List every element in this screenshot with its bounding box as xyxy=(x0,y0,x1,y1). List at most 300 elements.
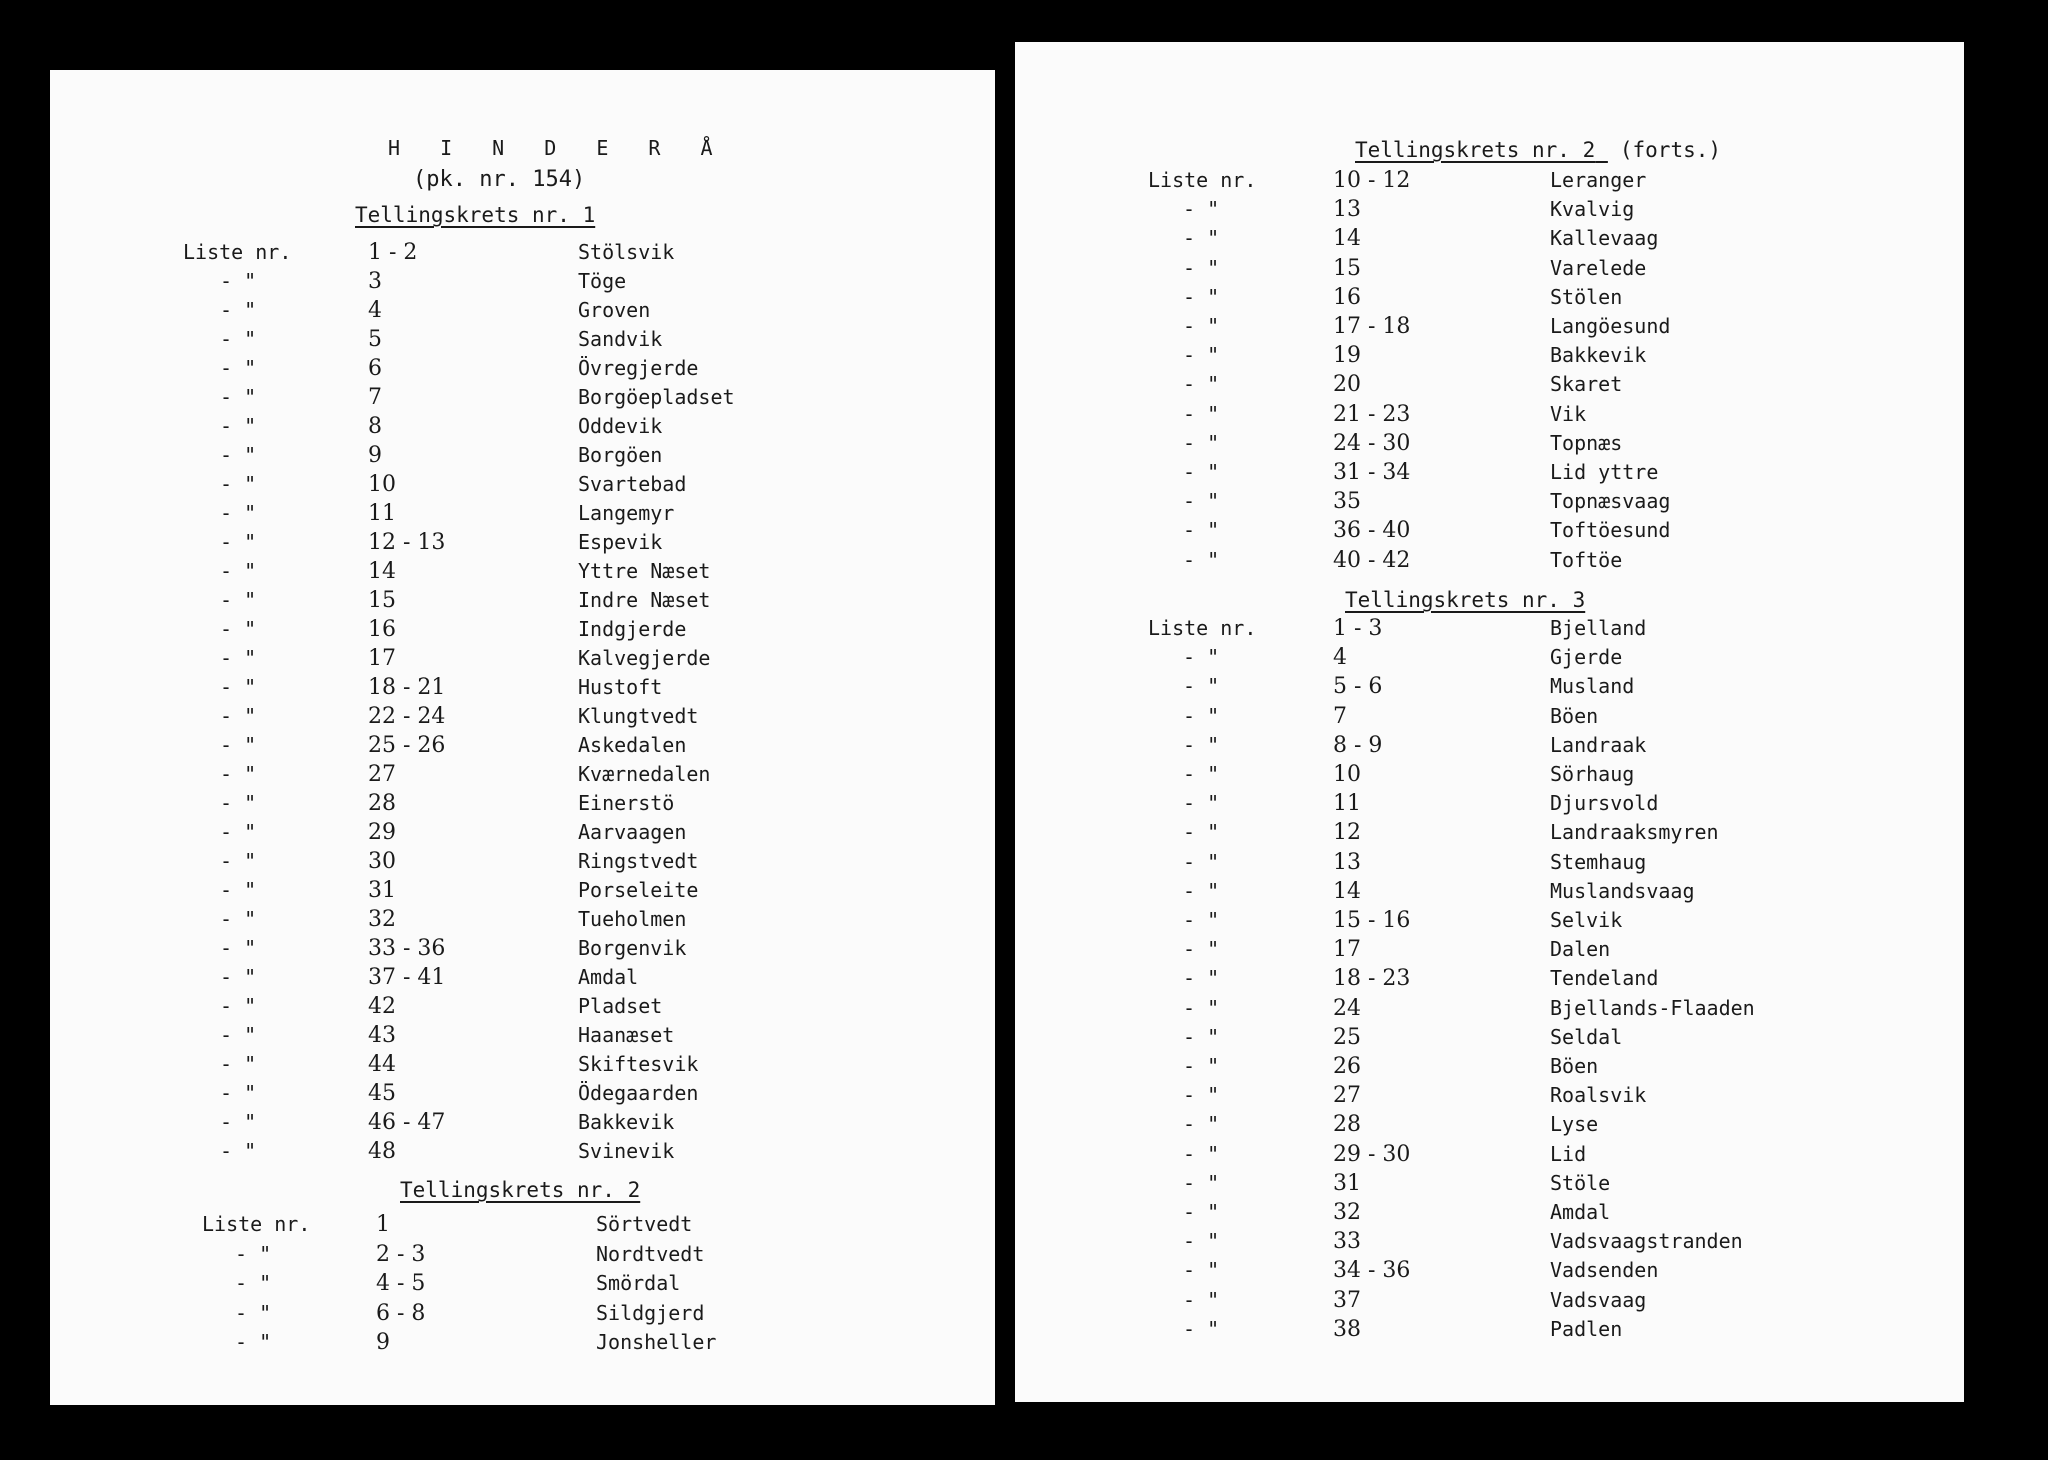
list-label: - " xyxy=(1183,791,1220,816)
document-subtitle: (pk. nr. 154) xyxy=(413,167,586,192)
list-number: 4 xyxy=(1333,645,1347,671)
list-row xyxy=(50,412,995,441)
list-label: - " xyxy=(1183,1054,1220,1078)
place-name: Ringstvedt xyxy=(578,849,699,873)
list-row xyxy=(50,818,995,847)
list-row xyxy=(50,702,995,731)
list-number: 7 xyxy=(1333,703,1347,729)
list-label: - " xyxy=(1183,518,1220,543)
list-label: - " xyxy=(220,327,257,351)
place-name: Oddevik xyxy=(578,414,663,438)
list-label: - " xyxy=(220,1110,257,1134)
list-label: - " xyxy=(1183,966,1220,991)
list-number: 38 xyxy=(1333,1316,1361,1342)
section-heading-2: Tellingskrets nr. 2 xyxy=(400,1178,641,1202)
list-row xyxy=(1015,487,1964,516)
list-row xyxy=(1015,643,1964,672)
list-number: 20 xyxy=(1333,372,1361,398)
list-number: 46 - 47 xyxy=(368,1110,446,1135)
list-row xyxy=(50,238,995,267)
list-row xyxy=(1015,429,1964,458)
list-label: - " xyxy=(1183,995,1220,1020)
section-heading-1: Tellingskrets nr. 1 xyxy=(355,203,596,227)
place-name: Langemyr xyxy=(578,501,675,525)
list-number: 33 xyxy=(1333,1229,1361,1255)
list-row xyxy=(50,760,995,789)
list-label: - " xyxy=(220,414,257,438)
list-row xyxy=(50,499,995,528)
place-name: Stölen xyxy=(1550,284,1623,309)
list-number: 30 xyxy=(368,849,396,874)
place-name: Kallevaag xyxy=(1550,226,1659,251)
list-label: - " xyxy=(1183,1083,1220,1108)
place-name: Ödegaarden xyxy=(578,1081,699,1105)
list-label: - " xyxy=(235,1271,272,1295)
list-row xyxy=(50,1108,995,1137)
list-row xyxy=(50,1079,995,1108)
list-number: 35 xyxy=(1333,489,1361,515)
list-number: 13 xyxy=(1333,849,1361,875)
list-row xyxy=(1015,1110,1964,1139)
place-name: Hustoft xyxy=(578,675,663,699)
list-row xyxy=(50,1269,995,1298)
place-name: Stölsvik xyxy=(578,240,675,264)
list-label: - " xyxy=(235,1330,272,1354)
list-number: 3 xyxy=(368,269,382,294)
list-label: - " xyxy=(1183,732,1220,757)
list-row xyxy=(1015,1023,1964,1052)
list-row xyxy=(1015,848,1964,877)
list-number: 17 xyxy=(1333,937,1361,963)
list-label: - " xyxy=(1183,1112,1220,1137)
list-label: - " xyxy=(1183,908,1220,932)
list-number: 29 - 30 xyxy=(1333,1141,1411,1167)
list-number: 37 - 41 xyxy=(368,965,446,990)
list-label: - " xyxy=(220,1139,257,1163)
list-number: 1 - 2 xyxy=(368,240,418,265)
list-row xyxy=(1015,283,1964,312)
list-number: 15 xyxy=(368,588,396,613)
place-name: Vadsvaag xyxy=(1550,1287,1647,1312)
place-name: Topnæsvaag xyxy=(1550,489,1671,514)
list-row xyxy=(50,1240,995,1269)
list-label: - " xyxy=(220,472,257,496)
list-number: 17 - 18 xyxy=(1333,314,1411,339)
list-row xyxy=(1015,166,1964,195)
place-name: Topnæs xyxy=(1550,430,1623,455)
list-number: 24 xyxy=(1333,995,1361,1021)
place-name: Indre Næset xyxy=(578,588,711,612)
place-name: Groven xyxy=(578,298,651,322)
place-name: Jonsheller xyxy=(596,1330,717,1354)
list-label: - " xyxy=(1183,645,1220,670)
list-label: - " xyxy=(220,1052,257,1076)
place-name: Kvalvig xyxy=(1550,197,1635,222)
list-label: - " xyxy=(1183,1287,1220,1312)
list-row xyxy=(50,296,995,325)
list-number: 31 xyxy=(1333,1170,1361,1196)
list-number: 14 xyxy=(1333,878,1361,904)
list-label: - " xyxy=(235,1300,272,1325)
list-label: - " xyxy=(1183,1024,1220,1049)
list-row xyxy=(1015,341,1964,370)
list-row xyxy=(50,557,995,586)
list-row xyxy=(1015,195,1964,224)
list-number: 31 xyxy=(368,878,396,903)
list-number: 6 xyxy=(368,356,382,381)
list-label: - " xyxy=(1183,343,1220,368)
list-label: - " xyxy=(1183,1316,1220,1341)
list-label: - " xyxy=(1183,401,1220,426)
list-label: - " xyxy=(220,820,257,844)
list-row xyxy=(50,470,995,499)
list-label: - " xyxy=(220,559,257,583)
list-row xyxy=(50,528,995,557)
list-row xyxy=(50,325,995,354)
section-heading-suffix: (forts.) xyxy=(1619,138,1722,162)
list-label: - " xyxy=(1183,1170,1220,1195)
place-name: Roalsvik xyxy=(1550,1083,1647,1108)
place-name: Einerstö xyxy=(578,791,675,815)
place-name: Böen xyxy=(1550,703,1599,728)
list-number: 37 xyxy=(1333,1287,1361,1313)
list-number: 1 xyxy=(376,1212,390,1237)
list-number: 5 xyxy=(368,327,382,352)
place-name: Amdal xyxy=(578,965,639,989)
list-row xyxy=(50,934,995,963)
list-label: - " xyxy=(235,1241,272,1266)
list-label: - " xyxy=(220,965,257,989)
list-label: - " xyxy=(1183,878,1220,903)
place-name: Tendeland xyxy=(1550,966,1659,991)
list-row xyxy=(50,1299,995,1328)
list-label: - " xyxy=(1183,703,1220,728)
list-row xyxy=(1015,1081,1964,1110)
list-row xyxy=(1015,789,1964,818)
list-label: - " xyxy=(220,1081,257,1105)
list-number: 18 - 23 xyxy=(1333,966,1411,992)
list-label: - " xyxy=(220,791,257,815)
list-label: - " xyxy=(220,385,257,409)
list-label: - " xyxy=(220,675,257,699)
list-label: - " xyxy=(220,994,257,1018)
list-label: - " xyxy=(1183,849,1220,874)
place-name: Lid xyxy=(1550,1141,1587,1166)
place-name: Sildgjerd xyxy=(596,1300,705,1325)
list-label: - " xyxy=(1183,937,1220,962)
list-label: - " xyxy=(1183,1200,1220,1224)
list-number: 14 xyxy=(368,559,396,584)
list-label: - " xyxy=(1183,284,1220,309)
list-number: 14 xyxy=(1333,226,1361,252)
place-name: Borgenvik xyxy=(578,936,687,960)
list-row xyxy=(1015,1052,1964,1081)
list-row xyxy=(50,1050,995,1079)
list-number: 27 xyxy=(1333,1083,1361,1109)
place-name: Vadsvaagstranden xyxy=(1550,1229,1743,1254)
list-label: - " xyxy=(220,936,257,960)
place-name: Bjellands-Flaaden xyxy=(1550,995,1755,1020)
place-name: Tueholmen xyxy=(578,907,687,931)
list-row xyxy=(1015,1256,1964,1285)
place-name: Svinevik xyxy=(578,1139,675,1163)
list-number: 25 xyxy=(1333,1024,1361,1050)
list-number: 28 xyxy=(368,791,396,816)
list-label: - " xyxy=(1183,314,1220,338)
list-label: - " xyxy=(1183,1141,1220,1166)
place-name: Vadsenden xyxy=(1550,1258,1659,1283)
list-label: - " xyxy=(1183,547,1220,572)
list-label: - " xyxy=(220,356,257,380)
list-number: 27 xyxy=(368,762,396,787)
place-name: Övregjerde xyxy=(578,356,699,380)
place-name: Amdal xyxy=(1550,1200,1611,1224)
list-number: 15 - 16 xyxy=(1333,908,1411,933)
list-number: 45 xyxy=(368,1081,396,1106)
list-number: 9 xyxy=(376,1330,390,1355)
list-row xyxy=(1015,370,1964,399)
list-number: 15 xyxy=(1333,255,1361,281)
place-name: Langöesund xyxy=(1550,314,1671,338)
document-title: H I N D E R Å xyxy=(388,136,727,160)
place-name: Bakkevik xyxy=(1550,343,1647,368)
place-name: Vik xyxy=(1550,401,1587,426)
list-label: - " xyxy=(220,298,257,322)
list-label: - " xyxy=(1183,1229,1220,1254)
list-number: 42 xyxy=(368,994,396,1019)
list-label: Liste nr. xyxy=(183,240,292,264)
place-name: Sandvik xyxy=(578,327,663,351)
list-number: 33 - 36 xyxy=(368,936,446,961)
list-row xyxy=(1015,1315,1964,1344)
list-label: - " xyxy=(1183,460,1220,484)
place-name: Bjelland xyxy=(1550,616,1647,640)
place-name: Klungtvedt xyxy=(578,704,699,728)
list-number: 43 xyxy=(368,1023,396,1048)
list-row xyxy=(1015,1169,1964,1198)
place-name: Borgöen xyxy=(578,443,663,467)
place-name: Espevik xyxy=(578,530,663,554)
list-number: 2 - 3 xyxy=(376,1241,426,1267)
list-row xyxy=(50,644,995,673)
list-row xyxy=(50,731,995,760)
place-name: Böen xyxy=(1550,1054,1599,1078)
list-row xyxy=(1015,935,1964,964)
place-name: Lyse xyxy=(1550,1112,1599,1137)
list-row xyxy=(1015,906,1964,935)
section-heading-2-cont xyxy=(1355,138,1721,162)
place-name: Djursvold xyxy=(1550,791,1659,816)
place-name: Sörtvedt xyxy=(596,1212,693,1236)
place-name: Varelede xyxy=(1550,255,1647,280)
place-name: Skaret xyxy=(1550,372,1623,397)
list-label: - " xyxy=(1183,1258,1220,1283)
list-row xyxy=(50,1210,995,1239)
list-number: 9 xyxy=(368,443,382,468)
right-page xyxy=(1015,42,1964,1402)
list-row xyxy=(50,354,995,383)
list-number: 16 xyxy=(1333,284,1361,310)
list-row xyxy=(50,876,995,905)
list-label: Liste nr. xyxy=(202,1212,311,1236)
list-label: - " xyxy=(220,1023,257,1047)
list-number: 32 xyxy=(1333,1200,1361,1225)
list-row xyxy=(50,267,995,296)
list-number: 8 - 9 xyxy=(1333,732,1383,758)
place-name: Borgöepladset xyxy=(578,385,735,409)
list-row xyxy=(50,992,995,1021)
list-number: 31 - 34 xyxy=(1333,460,1411,485)
list-row xyxy=(1015,254,1964,283)
list-row xyxy=(1015,760,1964,789)
place-name: Leranger xyxy=(1550,168,1647,192)
list-row xyxy=(50,615,995,644)
place-name: Toftöesund xyxy=(1550,518,1671,543)
list-number: 29 xyxy=(368,820,396,845)
section-heading-text: Tellingskrets nr. 2 xyxy=(1355,138,1596,162)
list-row xyxy=(50,789,995,818)
list-row xyxy=(1015,1227,1964,1256)
list-label: - " xyxy=(1183,197,1220,222)
list-label: - " xyxy=(220,646,257,670)
list-row xyxy=(1015,400,1964,429)
list-number: 48 xyxy=(368,1139,396,1164)
list-label: - " xyxy=(220,704,257,728)
list-row xyxy=(1015,964,1964,993)
list-number: 26 xyxy=(1333,1054,1361,1079)
list-row xyxy=(50,847,995,876)
list-row xyxy=(1015,818,1964,847)
list-row xyxy=(1015,546,1964,575)
list-label: - " xyxy=(220,762,257,786)
list-label: - " xyxy=(1183,820,1220,845)
list-number: 17 xyxy=(368,646,396,671)
list-row xyxy=(50,963,995,992)
list-row xyxy=(50,905,995,934)
list-label: - " xyxy=(220,617,257,641)
list-number: 16 xyxy=(368,617,396,642)
list-number: 21 - 23 xyxy=(1333,401,1411,427)
list-label: - " xyxy=(1183,226,1220,251)
list-number: 28 xyxy=(1333,1112,1361,1138)
place-name: Yttre Næset xyxy=(578,559,711,583)
place-name: Seldal xyxy=(1550,1024,1623,1049)
place-name: Stemhaug xyxy=(1550,849,1647,874)
place-name: Lid yttre xyxy=(1550,460,1659,484)
place-name: Svartebad xyxy=(578,472,687,496)
list-number: 25 - 26 xyxy=(368,733,446,758)
list-label: - " xyxy=(220,907,257,931)
place-name: Töge xyxy=(578,269,627,293)
list-row xyxy=(1015,672,1964,701)
place-name: Sörhaug xyxy=(1550,762,1635,786)
place-name: Landraak xyxy=(1550,732,1647,757)
list-number: 12 - 13 xyxy=(368,530,446,555)
list-row xyxy=(1015,458,1964,487)
list-row xyxy=(1015,994,1964,1023)
place-name: Pladset xyxy=(578,994,663,1018)
list-row xyxy=(1015,516,1964,545)
list-number: 10 xyxy=(368,472,396,497)
list-number: 24 - 30 xyxy=(1333,430,1411,456)
place-name: Bakkevik xyxy=(578,1110,675,1134)
list-row xyxy=(1015,1198,1964,1227)
list-number: 44 xyxy=(368,1052,396,1077)
place-name: Indgjerde xyxy=(578,617,687,641)
list-row xyxy=(1015,224,1964,253)
place-name: Toftöe xyxy=(1550,547,1623,572)
list-row xyxy=(1015,877,1964,906)
place-name: Gjerde xyxy=(1550,645,1623,670)
list-number: 6 - 8 xyxy=(376,1300,426,1326)
list-number: 34 - 36 xyxy=(1333,1258,1411,1284)
list-label: - " xyxy=(1183,255,1220,280)
list-label: - " xyxy=(1183,674,1220,699)
list-label: - " xyxy=(220,849,257,873)
section-heading-3: Tellingskrets nr. 3 xyxy=(1345,588,1586,612)
list-row xyxy=(50,441,995,470)
list-label: - " xyxy=(220,269,257,293)
list-number: 7 xyxy=(368,385,382,410)
list-number: 4 - 5 xyxy=(376,1271,426,1296)
list-number: 10 - 12 xyxy=(1333,168,1411,193)
place-name: Kværnedalen xyxy=(578,762,711,786)
place-name: Smördal xyxy=(596,1271,681,1295)
place-name: Skiftesvik xyxy=(578,1052,699,1076)
place-name: Nordtvedt xyxy=(596,1241,705,1266)
place-name: Kalvegjerde xyxy=(578,646,711,670)
list-label: - " xyxy=(1183,762,1220,786)
list-number: 11 xyxy=(1333,791,1361,817)
place-name: Porseleite xyxy=(578,878,699,902)
list-row xyxy=(1015,731,1964,760)
place-name: Musland xyxy=(1550,674,1635,699)
list-label: Liste nr. xyxy=(1148,616,1257,640)
list-number: 11 xyxy=(368,501,396,526)
left-page xyxy=(50,70,995,1405)
list-number: 13 xyxy=(1333,197,1361,223)
list-row xyxy=(50,1021,995,1050)
list-number: 40 - 42 xyxy=(1333,547,1411,573)
list-number: 8 xyxy=(368,414,382,439)
place-name: Askedalen xyxy=(578,733,687,757)
place-name: Padlen xyxy=(1550,1316,1623,1341)
place-name: Aarvaagen xyxy=(578,820,687,844)
list-number: 12 xyxy=(1333,820,1361,846)
list-label: Liste nr. xyxy=(1148,168,1257,192)
list-label: - " xyxy=(220,443,257,467)
list-label: - " xyxy=(1183,430,1220,455)
list-label: - " xyxy=(220,501,257,525)
list-row xyxy=(50,1328,995,1357)
list-number: 32 xyxy=(368,907,396,932)
place-name: Landraaksmyren xyxy=(1550,820,1719,845)
list-row xyxy=(1015,702,1964,731)
list-label: - " xyxy=(1183,489,1220,514)
place-name: Haanæset xyxy=(578,1023,675,1047)
list-number: 10 xyxy=(1333,762,1361,787)
list-row xyxy=(1015,614,1964,643)
list-row xyxy=(1015,1140,1964,1169)
place-name: Muslandsvaag xyxy=(1550,878,1695,903)
place-name: Stöle xyxy=(1550,1170,1611,1195)
list-label: - " xyxy=(220,878,257,902)
list-row xyxy=(50,383,995,412)
list-label: - " xyxy=(220,530,257,554)
list-number: 1 - 3 xyxy=(1333,616,1383,641)
list-number: 18 - 21 xyxy=(368,675,446,700)
list-label: - " xyxy=(220,588,257,612)
